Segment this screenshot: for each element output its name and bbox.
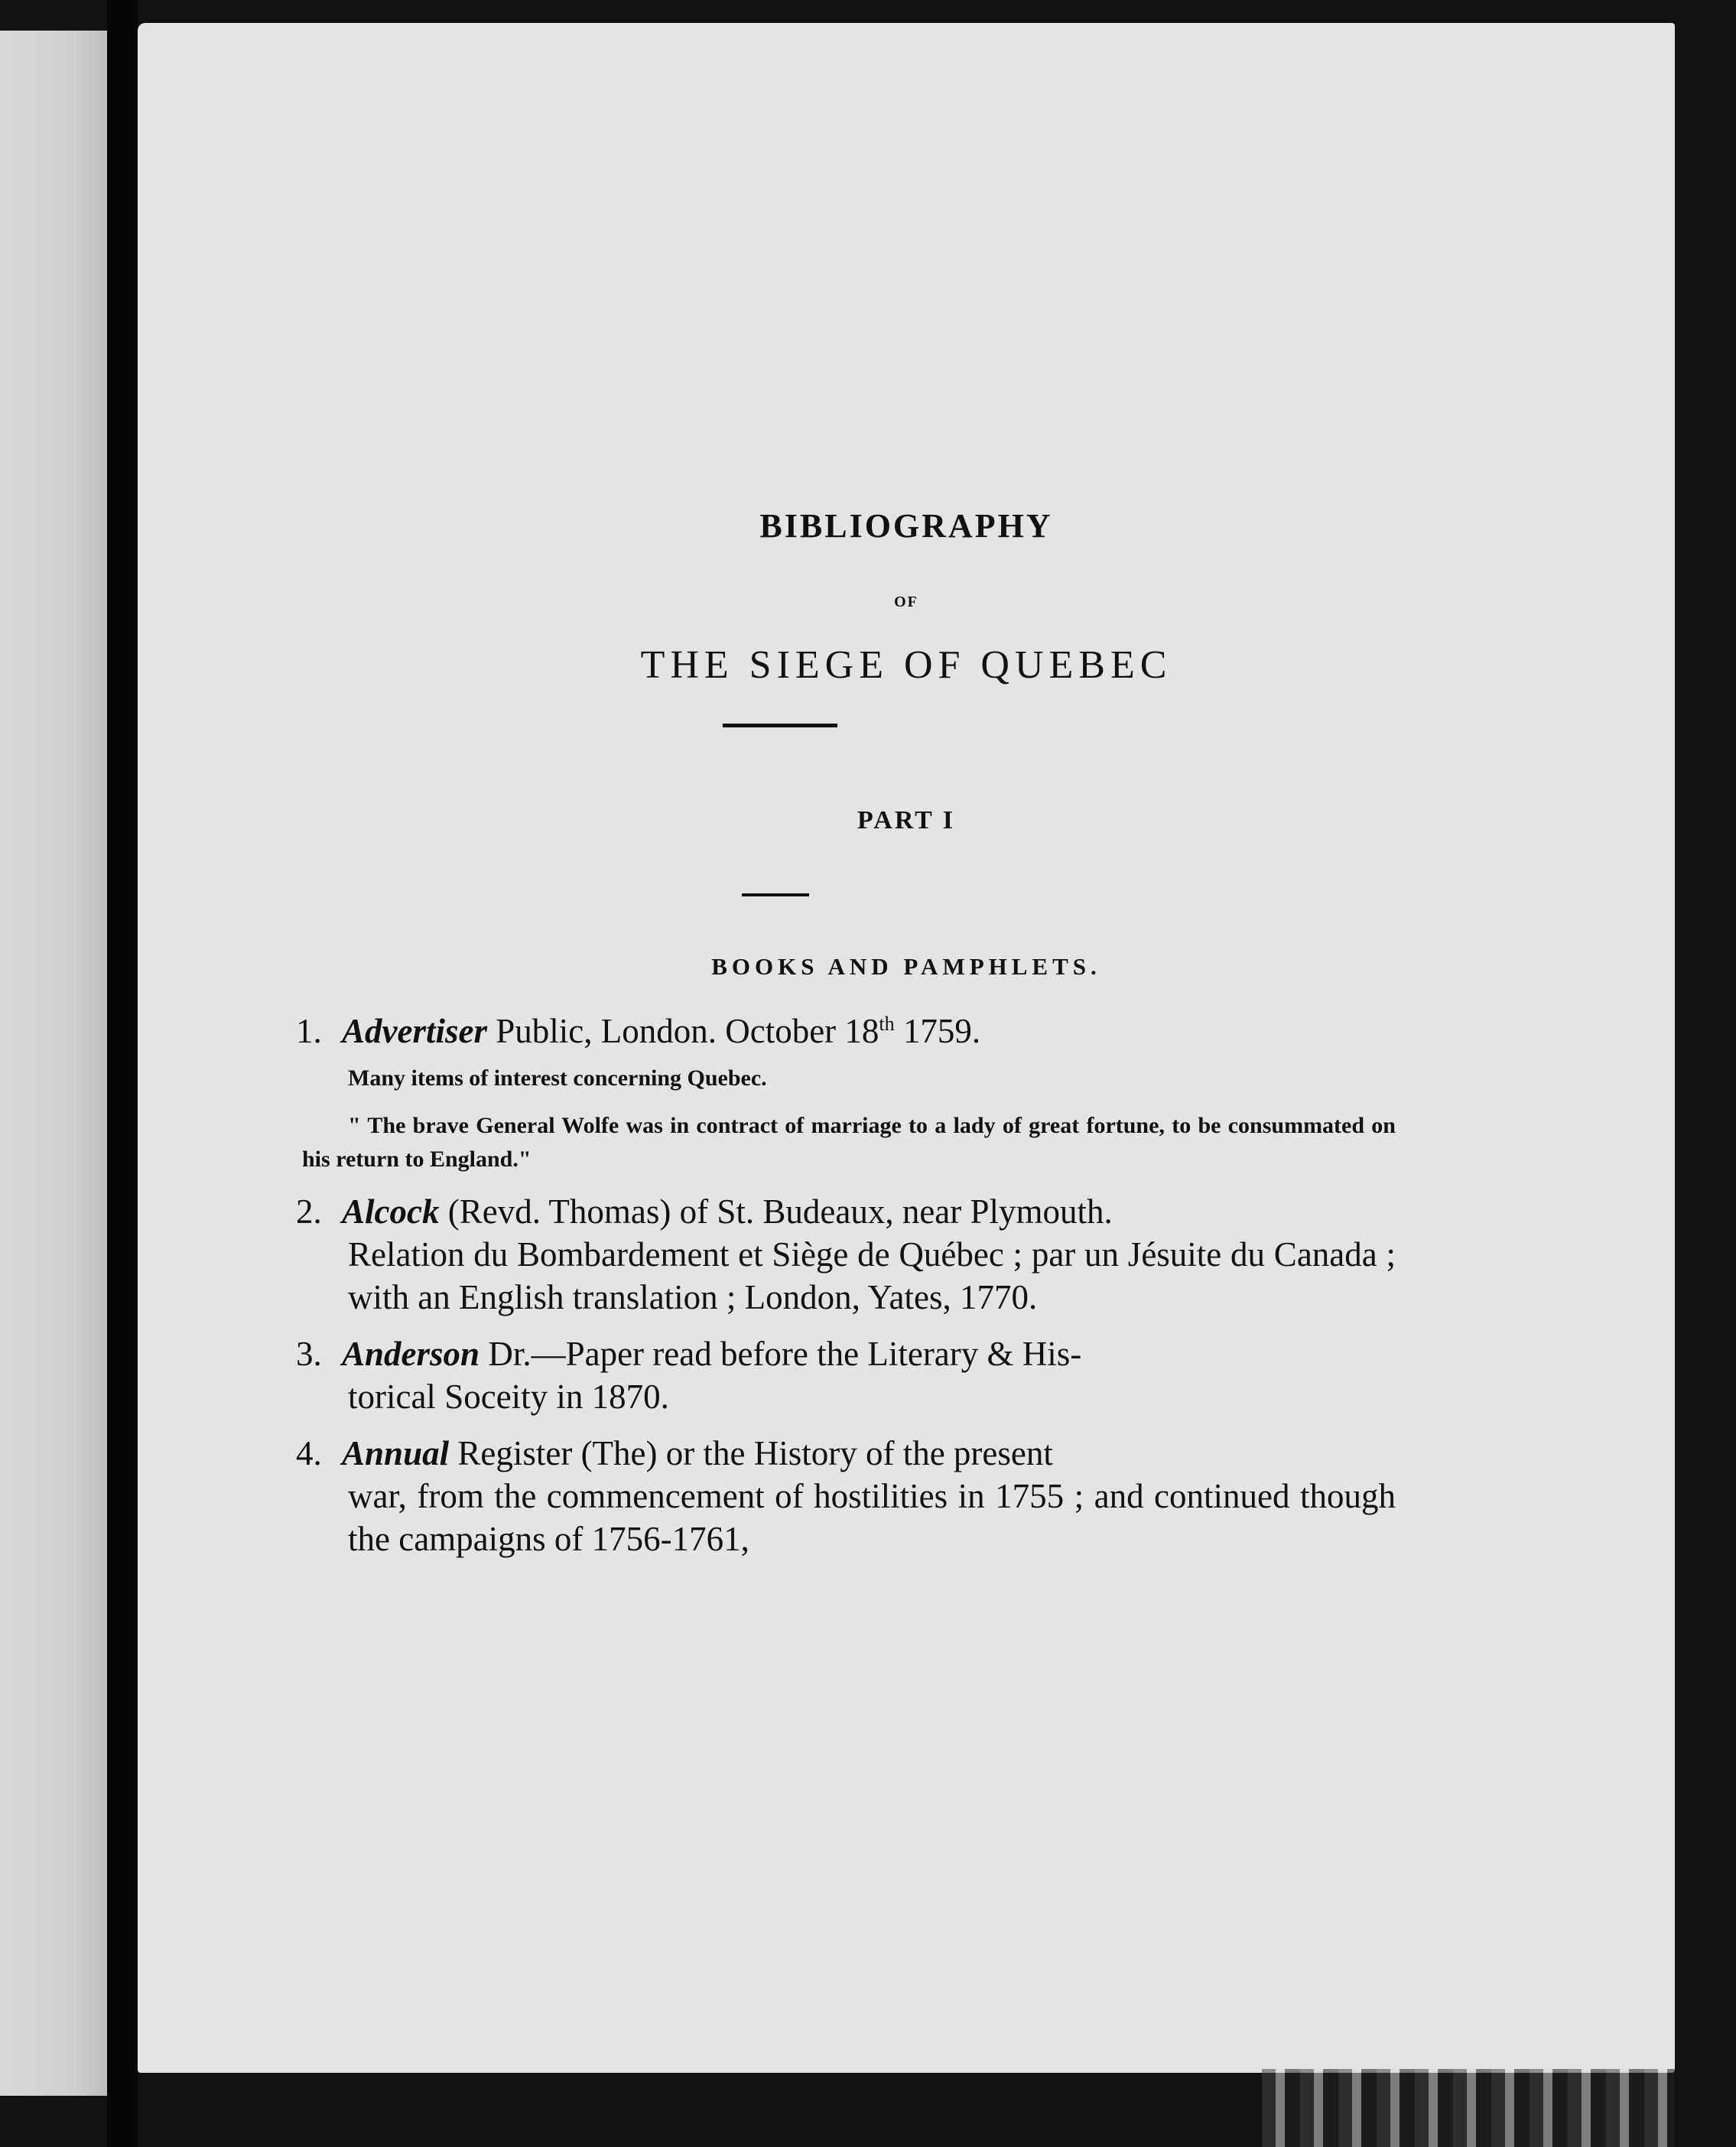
- entry-heading: [296, 1190, 1396, 1233]
- scan-edge-artifact: [1262, 2069, 1675, 2147]
- entry-author: Annual: [342, 1434, 450, 1472]
- section-heading: BOOKS AND PAMPHLETS.: [711, 953, 1101, 980]
- title-line-1: BIBLIOGRAPHY: [759, 507, 1053, 545]
- bibliography-entry: [296, 1010, 1396, 1176]
- entry-heading: [296, 1432, 1396, 1475]
- entry-quote: " The brave General Wolfe was in contract of marriage to a lady of great fortune, to be consummated on his return to England.": [302, 1113, 1396, 1172]
- entry-head-text: (Revd. Thomas) of St. Budeaux, near Plymouth.: [447, 1192, 1113, 1231]
- bibliography-entry: [296, 1432, 1396, 1560]
- entry-number: 3.: [296, 1335, 322, 1373]
- entry-head-text: Public, London. October 18: [496, 1012, 879, 1050]
- entry-body: Relation du Bombardement et Siège de Québec ; par un Jésuite du Canada ; with an English translation ; London, Yates, 1770.: [348, 1235, 1396, 1316]
- entry-author: Advertiser: [342, 1012, 487, 1050]
- book-page: [138, 23, 1675, 2073]
- entry-number: 1.: [296, 1012, 322, 1050]
- bibliography-entries: [296, 1010, 1396, 1574]
- part-rule: [742, 893, 809, 896]
- book-gutter: [107, 0, 138, 2147]
- entry-head-text: Dr.—Paper read before the Literary & His-: [488, 1335, 1082, 1373]
- bibliography-entry: [296, 1332, 1396, 1418]
- entry-number: 2.: [296, 1192, 322, 1231]
- title-rule: [723, 724, 837, 727]
- entry-head-text: Register (The) or the History of the present: [457, 1434, 1053, 1472]
- title-line-2: THE SIEGE OF QUEBEC: [640, 643, 1172, 687]
- part-heading: PART I: [857, 806, 955, 834]
- entry-number: 4.: [296, 1434, 322, 1472]
- entry-body: torical Soceity in 1870.: [348, 1378, 669, 1416]
- entry-head-tail: 1759.: [902, 1012, 981, 1050]
- entry-heading: [296, 1332, 1396, 1375]
- entry-author: Anderson: [342, 1335, 480, 1373]
- previous-page-edge: [0, 31, 107, 2096]
- entry-note: Many items of interest concerning Quebec.: [348, 1065, 767, 1091]
- entry-head-sup: th: [879, 1013, 895, 1035]
- entry-heading: [296, 1010, 1396, 1052]
- entry-author: Alcock: [342, 1192, 440, 1231]
- bibliography-entry: [296, 1190, 1396, 1319]
- title-of: OF: [894, 594, 918, 610]
- entry-body: war, from the commencement of hostilities in 1755 ; and continued though the campaigns of 1756-1761,: [348, 1477, 1396, 1558]
